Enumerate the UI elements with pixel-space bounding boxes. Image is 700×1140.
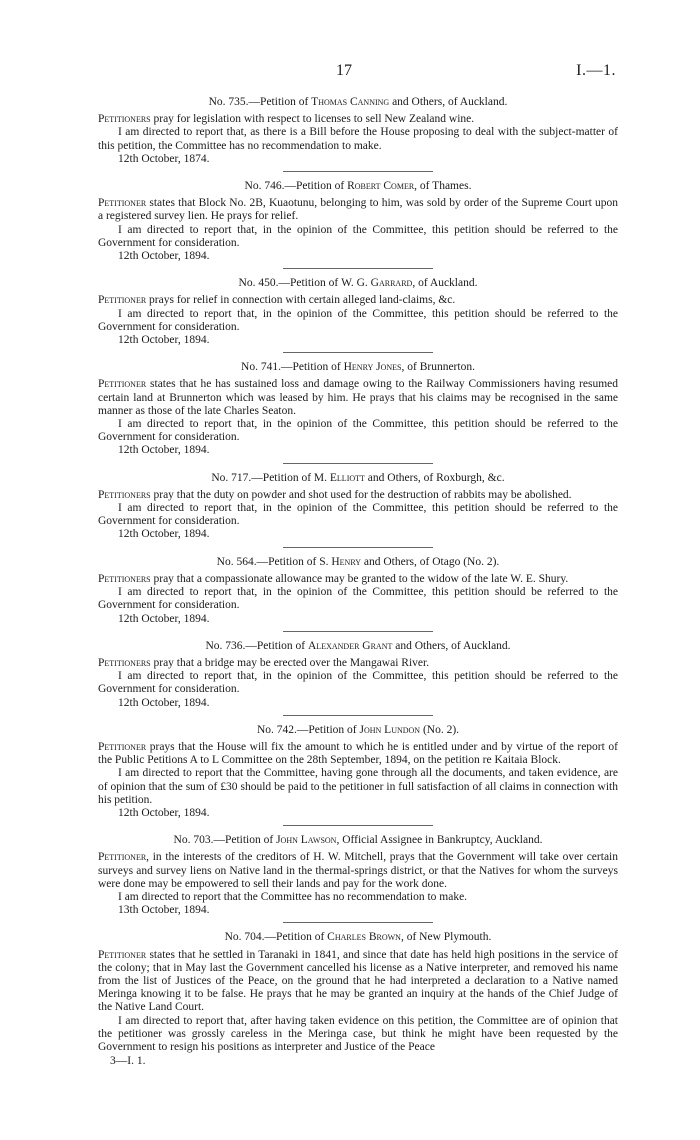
petition-title — [98, 96, 618, 109]
petition-summary-text: prays for relief in connection with certain alleged land-claims, &c. — [146, 294, 456, 307]
petition-number: No. 704.—Petition of — [224, 931, 328, 944]
petition-list — [98, 96, 618, 1054]
petition-lead-word: Petitioner — [98, 197, 147, 210]
petition-entry — [98, 96, 618, 172]
petition-entry — [98, 640, 618, 716]
petition-origin: (No. 2). — [420, 723, 460, 736]
committee-report: I am directed to report that, in the opinion of the Committee, this petition should be referred to the Government for consideration. — [98, 670, 618, 696]
petition-summary — [98, 657, 618, 670]
petition-title — [98, 931, 618, 944]
petition-lead-word: Petitioners — [98, 488, 151, 501]
committee-report: I am directed to report that, in the opinion of the Committee, this petition should be referred to the Government for consideration. — [98, 307, 618, 333]
petition-title — [98, 640, 618, 653]
petition-origin: and Others, of Otago (No. 2). — [361, 555, 500, 568]
petition-summary-text: pray that the duty on powder and shot used for the destruction of rabbits may be abolished. — [150, 488, 572, 501]
petition-summary-text: prays that the House will fix the amount to which he is entitled under and by virtue of the report of the Public Petitions A to L Committee on the 28th September, 1894, on the petition re Kaitaia Block. — [98, 740, 618, 767]
petition-number: No. 746.—Petition of — [244, 180, 348, 193]
petition-summary-text: , in the interests of the creditors of H. W. Mitchell, prays that the Government will take over certain surveys and survey liens on Native land in the thermal-springs district, or that the Natives for whom the surveys were done may be empowered to sell their lands and pay for the work done. — [98, 851, 618, 890]
petition-summary — [98, 949, 618, 1015]
petition-summary — [98, 851, 618, 891]
page-reference: I.—1. — [576, 62, 616, 79]
section-divider — [283, 352, 433, 353]
petition-entry — [98, 556, 618, 632]
petition-summary-text: pray for legislation with respect to licenses to sell New Zealand wine. — [150, 113, 475, 126]
petition-lead-word: Petitioners — [98, 656, 151, 669]
petition-entry — [98, 834, 618, 923]
petition-number: No. 735.—Petition of — [208, 96, 312, 108]
petition-origin: , of New Plymouth. — [400, 931, 492, 944]
committee-report: I am directed to report that, after having taken evidence on this petition, the Committee are of opinion that the petitioner was grossly careless in the Meringa case, but think he might have been requested by the Government to resign his positions as interpreter and Justice of the Peace — [98, 1014, 618, 1053]
section-divider — [283, 825, 433, 826]
petitioner-name: Alexander Grant — [308, 639, 393, 652]
report-date: 12th October, 1894. — [118, 806, 210, 819]
section-divider — [283, 463, 433, 464]
page-number: 17 — [336, 62, 352, 79]
petition-summary-text: states that he settled in Taranaki in 1841, and since that date has held high positions in the service of the colony; that in May last the Government cancelled his license as a Native interpreter, and removed his name from the list of Justices of the Peace, on the ground that he had interpreted a declaration to a Native named Meringa knowing it to be false. He prays that he may be granted an inquiry at the hands of the Chief Judge of the Native Land Court. — [98, 948, 618, 1014]
petition-summary-text: pray that a bridge may be erected over the Mangawai River. — [150, 656, 430, 669]
petitioner-name: M. Elliott — [313, 471, 365, 484]
petition-origin: , Official Assignee in Bankruptcy, Auckland. — [336, 834, 543, 847]
petition-title — [98, 180, 618, 193]
report-date: 13th October, 1894. — [118, 904, 210, 917]
petition-entry — [98, 180, 618, 269]
section-divider — [283, 547, 433, 548]
petition-title — [98, 277, 618, 290]
petition-summary-text: pray that a compassionate allowance may be granted to the widow of the late W. E. Shury. — [150, 572, 569, 585]
petition-number: No. 564.—Petition of — [216, 555, 320, 568]
petitioner-name: Charles Brown — [327, 931, 401, 944]
petitioner-name: S. Henry — [319, 555, 362, 568]
petition-summary — [98, 197, 618, 223]
petition-lead-word: Petitioner — [98, 740, 147, 753]
petition-title — [98, 472, 618, 485]
committee-report: I am directed to report that, in the opinion of the Committee, this petition should be referred to the Government for consideration. — [98, 223, 618, 249]
document-page — [98, 62, 618, 1068]
committee-report: I am directed to report that, in the opinion of the Committee, this petition should be referred to the Government for consideration. — [98, 586, 618, 612]
petition-origin: and Others, of Auckland. — [392, 639, 511, 652]
petition-entry — [98, 931, 618, 1054]
petition-entry — [98, 277, 618, 353]
report-date: 12th October, 1874. — [118, 152, 210, 165]
petition-summary — [98, 378, 618, 418]
petition-origin: and Others, of Roxburgh, &c. — [364, 471, 505, 484]
petition-lead-word: Petitioners — [98, 572, 151, 585]
petition-lead-word: Petitioner — [98, 378, 147, 391]
petition-title — [98, 724, 618, 737]
petition-number: No. 703.—Petition of — [173, 834, 277, 847]
petitioner-name: John Lundon — [359, 723, 421, 736]
petition-title — [98, 361, 618, 374]
petition-summary — [98, 294, 618, 307]
petition-summary — [98, 573, 618, 586]
petition-origin: and Others, of Auckland. — [389, 96, 508, 108]
petition-lead-word: Petitioner — [98, 851, 147, 864]
committee-report: I am directed to report that the Committee has no recommendation to make. — [118, 890, 468, 903]
section-divider — [283, 631, 433, 632]
report-date: 12th October, 1894. — [118, 444, 210, 457]
committee-report: I am directed to report that, as there is a Bill before the House proposing to deal with the subject-matter of this petition, the Committee has no recommendation to make. — [98, 126, 618, 152]
petition-summary — [98, 113, 618, 126]
petition-lead-word: Petitioner — [98, 294, 147, 307]
petition-number: No. 717.—Petition of — [211, 471, 314, 484]
section-divider — [283, 171, 433, 172]
petition-title — [98, 556, 618, 569]
petition-origin: , of Brunnerton. — [401, 361, 475, 374]
report-date: 12th October, 1894. — [118, 250, 210, 263]
page-header — [98, 62, 618, 82]
petitioner-name: John Lawson — [276, 834, 337, 847]
petitioner-name: Thomas Canning — [311, 96, 390, 108]
petition-lead-word: Petitioner — [98, 948, 147, 961]
petition-summary — [98, 741, 618, 767]
committee-report: I am directed to report that, in the opinion of the Committee, this petition should be referred to the Government for consideration. — [98, 418, 618, 444]
committee-report: I am directed to report that, in the opinion of the Committee, this petition should be referred to the Government for consideration. — [98, 502, 618, 528]
petition-entry — [98, 361, 618, 463]
petition-summary — [98, 489, 618, 502]
report-date: 12th October, 1894. — [118, 528, 210, 541]
section-divider — [283, 268, 433, 269]
petition-summary-text: states that he has sustained loss and damage owing to the Railway Commissioners having resumed certain land at Brunnerton which was leased by him. He prays that his claims may be recognised in the same manner as those of the late Charles Seaton. — [98, 378, 618, 417]
report-date: 12th October, 1894. — [118, 612, 210, 625]
petition-summary-text: states that Block No. 2B, Kuaotunu, belonging to him, was sold by order of the Supreme Court upon a registered survey lien. He prays for relief. — [98, 197, 618, 223]
petition-lead-word: Petitioners — [98, 113, 151, 126]
petitioner-name: W. G. Garrard — [341, 277, 413, 290]
petition-number: No. 450.—Petition of — [238, 277, 342, 290]
printer-signature: 3—I. 1. — [110, 1055, 146, 1068]
report-date: 12th October, 1894. — [118, 696, 210, 709]
petition-origin: , of Thames. — [414, 180, 472, 193]
section-divider — [283, 922, 433, 923]
petition-number: No. 736.—Petition of — [205, 639, 308, 652]
section-divider — [283, 715, 433, 716]
petition-number: No. 741.—Petition of — [241, 361, 344, 374]
petitioner-name: Henry Jones — [343, 361, 402, 374]
petition-entry — [98, 472, 618, 548]
petition-origin: , of Auckland. — [412, 277, 478, 290]
petition-title — [98, 834, 618, 847]
committee-report: I am directed to report that the Committee, having gone through all the documents, and taken evidence, are of opinion that the sum of £30 should be paid to the petitioner in full satisfaction of all claims in connection with his petition. — [98, 767, 618, 806]
petition-entry — [98, 724, 618, 826]
petitioner-name: Robert Comer — [347, 180, 415, 193]
petition-number: No. 742.—Petition of — [256, 723, 360, 736]
report-date: 12th October, 1894. — [118, 334, 210, 347]
